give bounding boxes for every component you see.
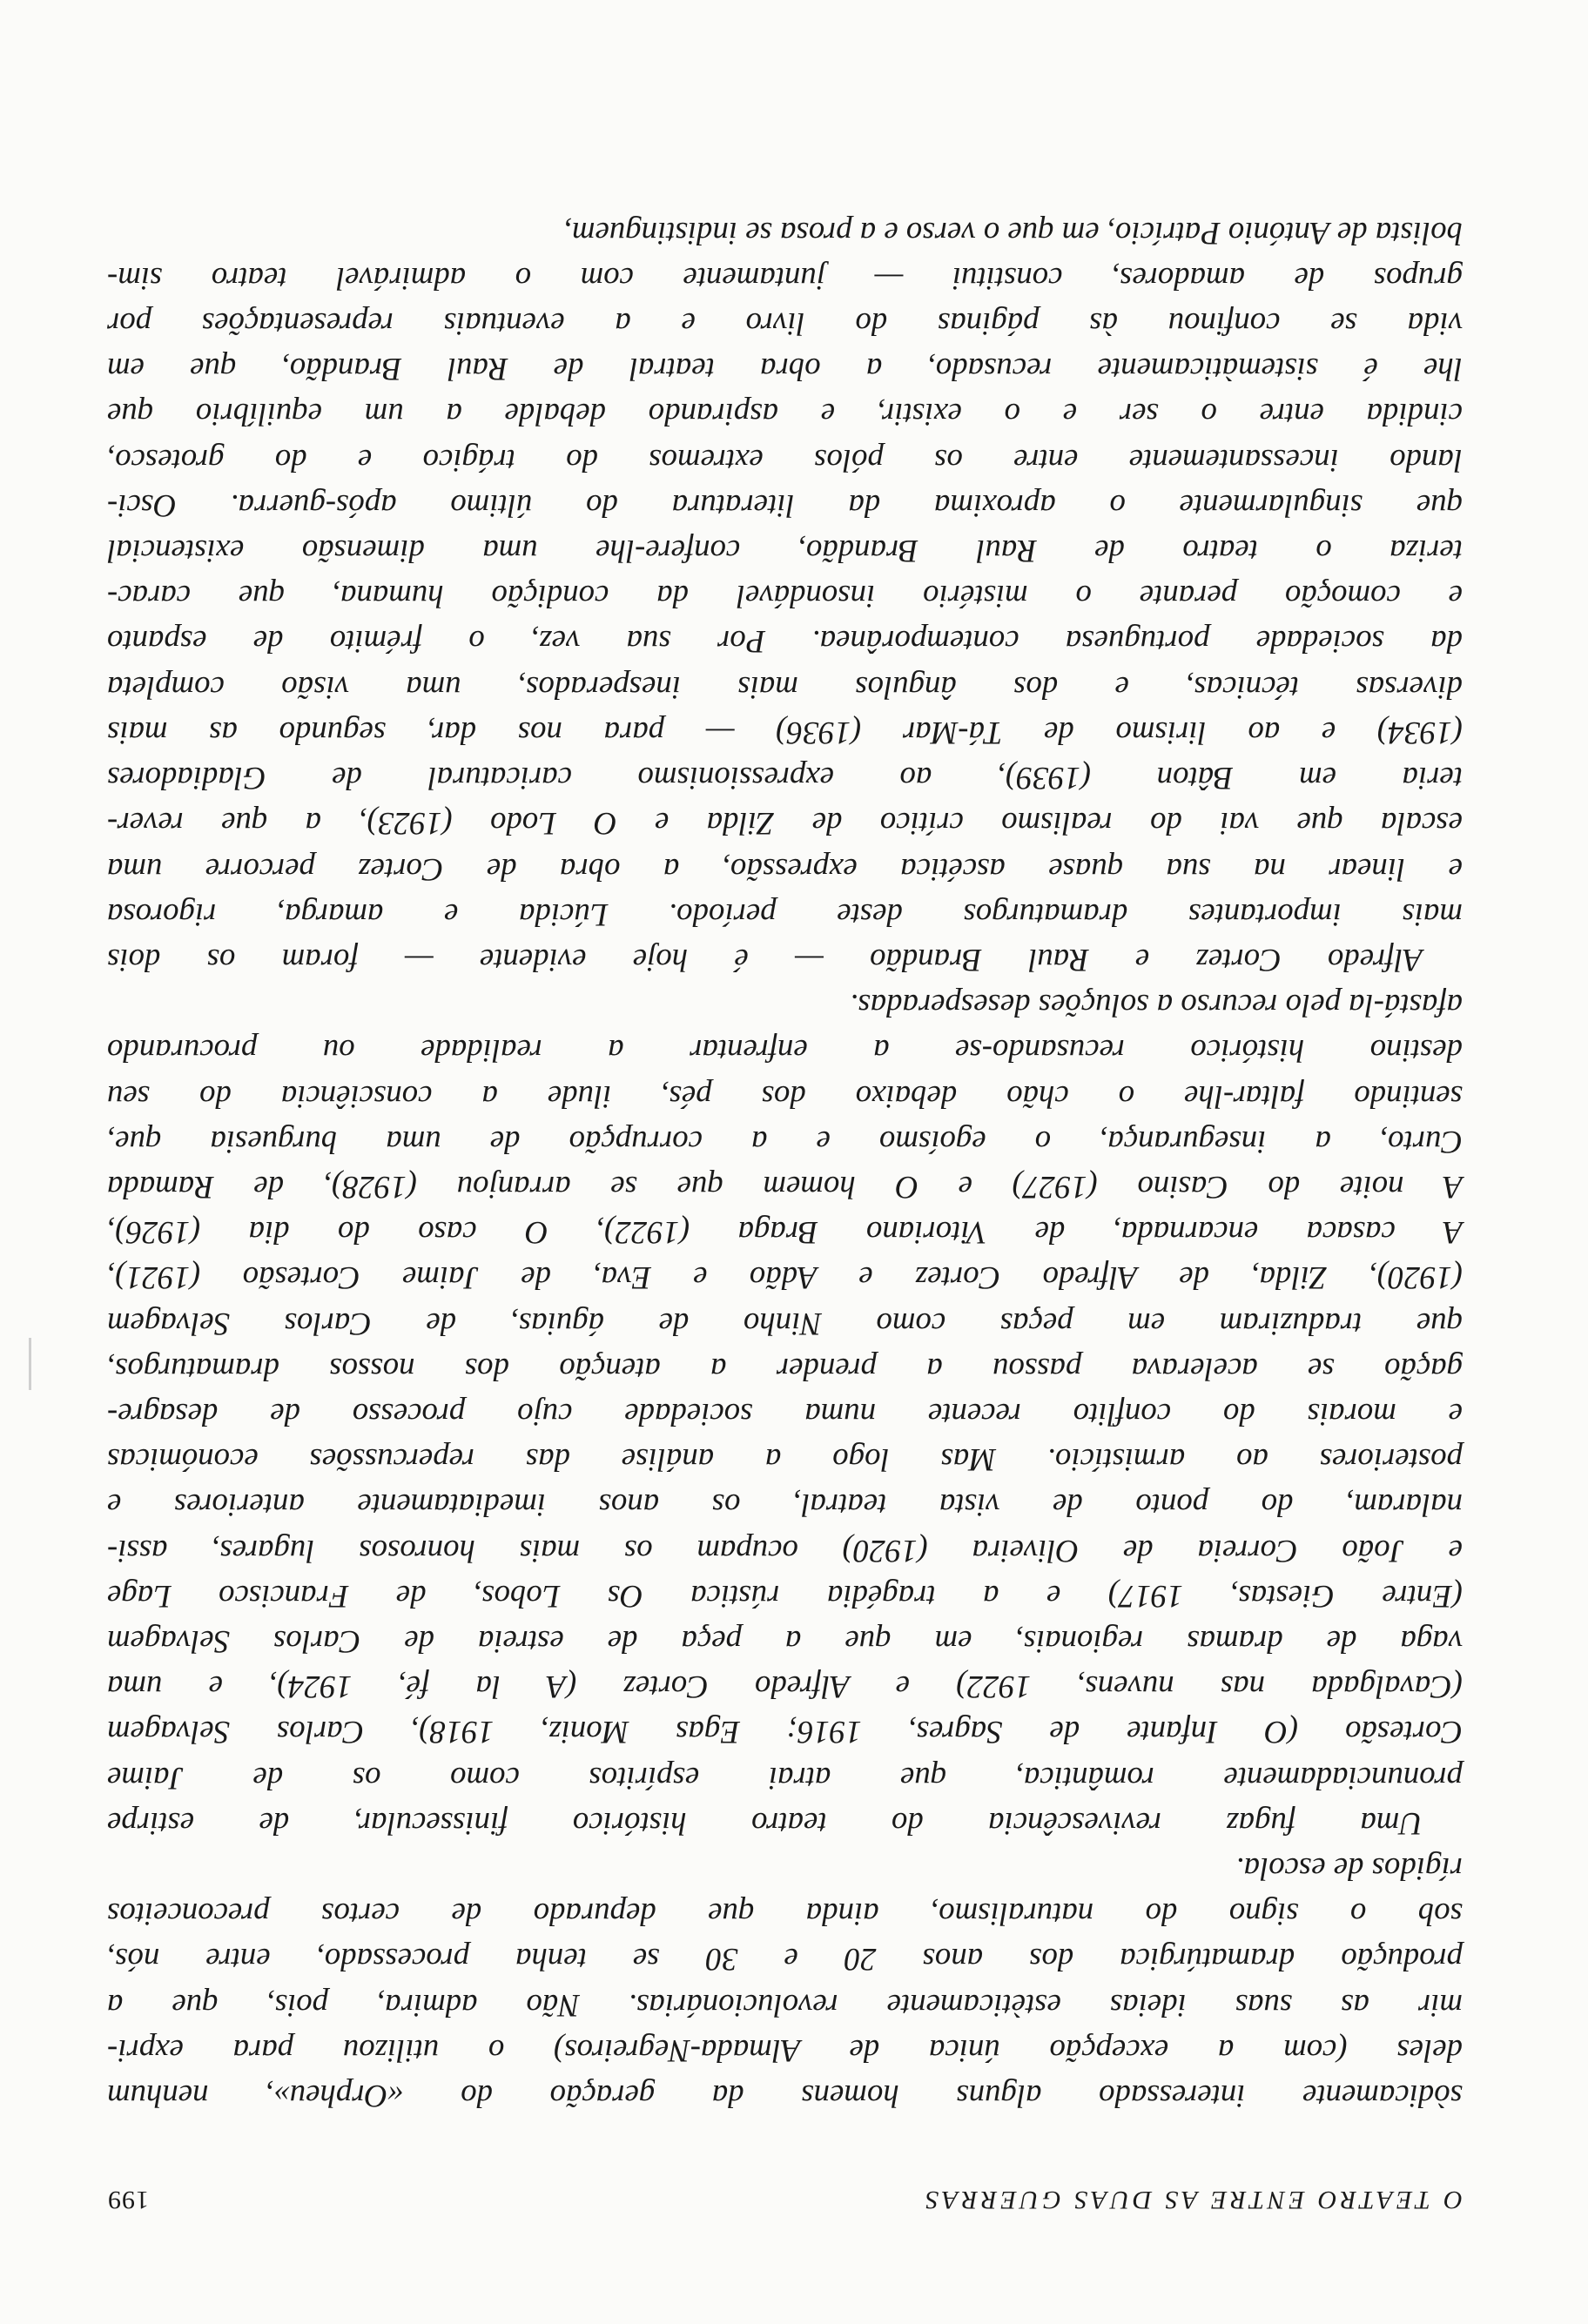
text-line: que traduziram em peças como Ninho de águias, de Carlos Selvagem <box>107 1306 1463 1342</box>
text-line: nalaram, do ponto de vista teatral, os anos imediatamente anteriores e <box>107 1488 1463 1524</box>
text-line: vida se confinou às páginas do livro e a eventuais representações por <box>107 306 1463 343</box>
text-line: A casaca encarnada, de Vitoriano Braga (1922), O caso do dia (1926), <box>107 1215 1463 1252</box>
text-line: pronunciadamente romântica, que atrai espíritos como os de Jaime <box>107 1760 1463 1797</box>
body-text <box>107 210 1463 2119</box>
page-number: 199 <box>107 2186 149 2214</box>
running-title: O TEATRO ENTRE AS DUAS GUERRAS <box>922 2186 1463 2214</box>
text-line: gação se acelerava passou a prender a atenção dos nossos dramaturgos, <box>107 1351 1463 1387</box>
text-line: afastá-la pelo recurso a soluções desesperadas. <box>850 988 1463 1024</box>
text-line: bolista de António Patrício, em que o verso e a prosa se indistinguem, <box>563 215 1463 252</box>
text-line: (Cavalgada nas nuvens, 1922) e Alfredo Cortez (A la fé, 1924), e uma <box>107 1669 1463 1706</box>
text-line: e linear na sua quase ascética expressão, a obra de Cortez percorre uma <box>107 851 1463 888</box>
text-line: produção dramatúrgica dos anos 20 e 30 se tenha processado, entre nós, <box>107 1942 1463 1978</box>
running-header <box>107 2180 1463 2214</box>
text-line: Curto, a insegurança, o egoísmo e a corrupção de uma burguesia que, <box>107 1124 1463 1160</box>
paragraph <box>107 1846 1463 2119</box>
scan-mark <box>29 1338 31 1390</box>
text-line: A noite do Casino (1927) e O homem que se arranjou (1928), de Ramada <box>107 1169 1463 1206</box>
text-line: (1920), Zilda, de Alfredo Cortez e Adão e Eva, de Jaime Cortesão (1921), <box>107 1260 1463 1297</box>
text-line: sob o signo do naturalismo, ainda que depurado de certos preconceitos <box>107 1897 1463 1933</box>
text-line: posteriores ao armistício. Mas logo a análise das repercussões económicas <box>107 1442 1463 1479</box>
text-line: teriza o teatro de Raul Brandão, confere-lhe uma dimensão existencial <box>107 534 1463 570</box>
text-line: da sociedade portuguesa contemporânea. Por sua vez, o frémito de espanto <box>107 624 1463 661</box>
text-line: rígidos de escola. <box>1235 1850 1463 1887</box>
text-line: Uma fugaz revivescência do teatro histórico finissecular, de estirpe <box>107 1805 1423 1842</box>
text-line: teria em Bâton (1939), ao expressionismo caricatural de Gladiadores <box>107 761 1463 797</box>
text-line: que singularmente o aproxima da literatura do último após-guerra. Osci- <box>107 487 1463 524</box>
text-line: destino histórico recusando-se a enfrentar a realidade ou procurando <box>107 1033 1463 1070</box>
text-line: diversas técnicas, e dos ângulos mais inesperados, uma visão completa <box>107 669 1463 706</box>
text-line: e comoção perante o mistério insondável da condição humana, que carac- <box>107 579 1463 615</box>
text-line: e morais do conflito recente numa sociedade cujo processo de desagre- <box>107 1396 1463 1433</box>
text-line: mais importantes dramaturgos deste período. Lúcida e amarga, rigorosa <box>107 897 1463 933</box>
text-line: sòdicamente interessado alguns homens da geração do «Orpheu», nenhum <box>107 2079 1463 2114</box>
text-line: sentindo faltar-lhe o chão debaixo dos pés, ilude a consciência do seu <box>107 1078 1463 1115</box>
text-line: e João Correia de Oliveira (1920) ocupam os mais honrosos lugares, assi- <box>107 1533 1463 1569</box>
text-line: deles (com a excepção única de Almada-Negreiros) o utilizou para expri- <box>107 2032 1463 2069</box>
text-line: (1934) e ao lirismo de Tá-Mar (1936) — para nos dar, segundo as mais <box>107 715 1463 751</box>
text-line: Cortesão (O Infante de Sagres, 1916; Egas Moniz, 1918), Carlos Selvagem <box>107 1715 1463 1751</box>
text-line: lando incessantemente entre os pólos extremos do trágico e do grotesco, <box>107 442 1463 479</box>
text-line: mir as suas ideias estèticamente revolucionárias. Não admira, pois, que a <box>107 1987 1463 2024</box>
text-line: escala que vai do realismo crítico de Zilda e O Lodo (1923), a que rever- <box>107 806 1463 843</box>
text-line: grupos de amadores, constitui — juntamente com o admirável teatro sim- <box>107 260 1463 297</box>
text-line: cindida entre o ser e o existir, e aspirando debalde a um equilíbrio que <box>107 397 1463 433</box>
text-line: lhe é sistemàticamente recusado, a obra teatral de Raul Brandão, que em <box>107 352 1463 388</box>
text-line: (Entre Giestas, 1917) e a tragédia rústica Os Lobos, de Francisco Lage <box>107 1578 1463 1615</box>
paragraph <box>107 210 1463 982</box>
text-line: vaga de dramas regionais, em que a peça de estreia de Carlos Selvagem <box>107 1623 1463 1660</box>
text-line: Alfredo Cortez e Raul Brandão — é hoje evidente — foram os dois <box>107 942 1423 978</box>
paragraph <box>107 983 1463 1846</box>
